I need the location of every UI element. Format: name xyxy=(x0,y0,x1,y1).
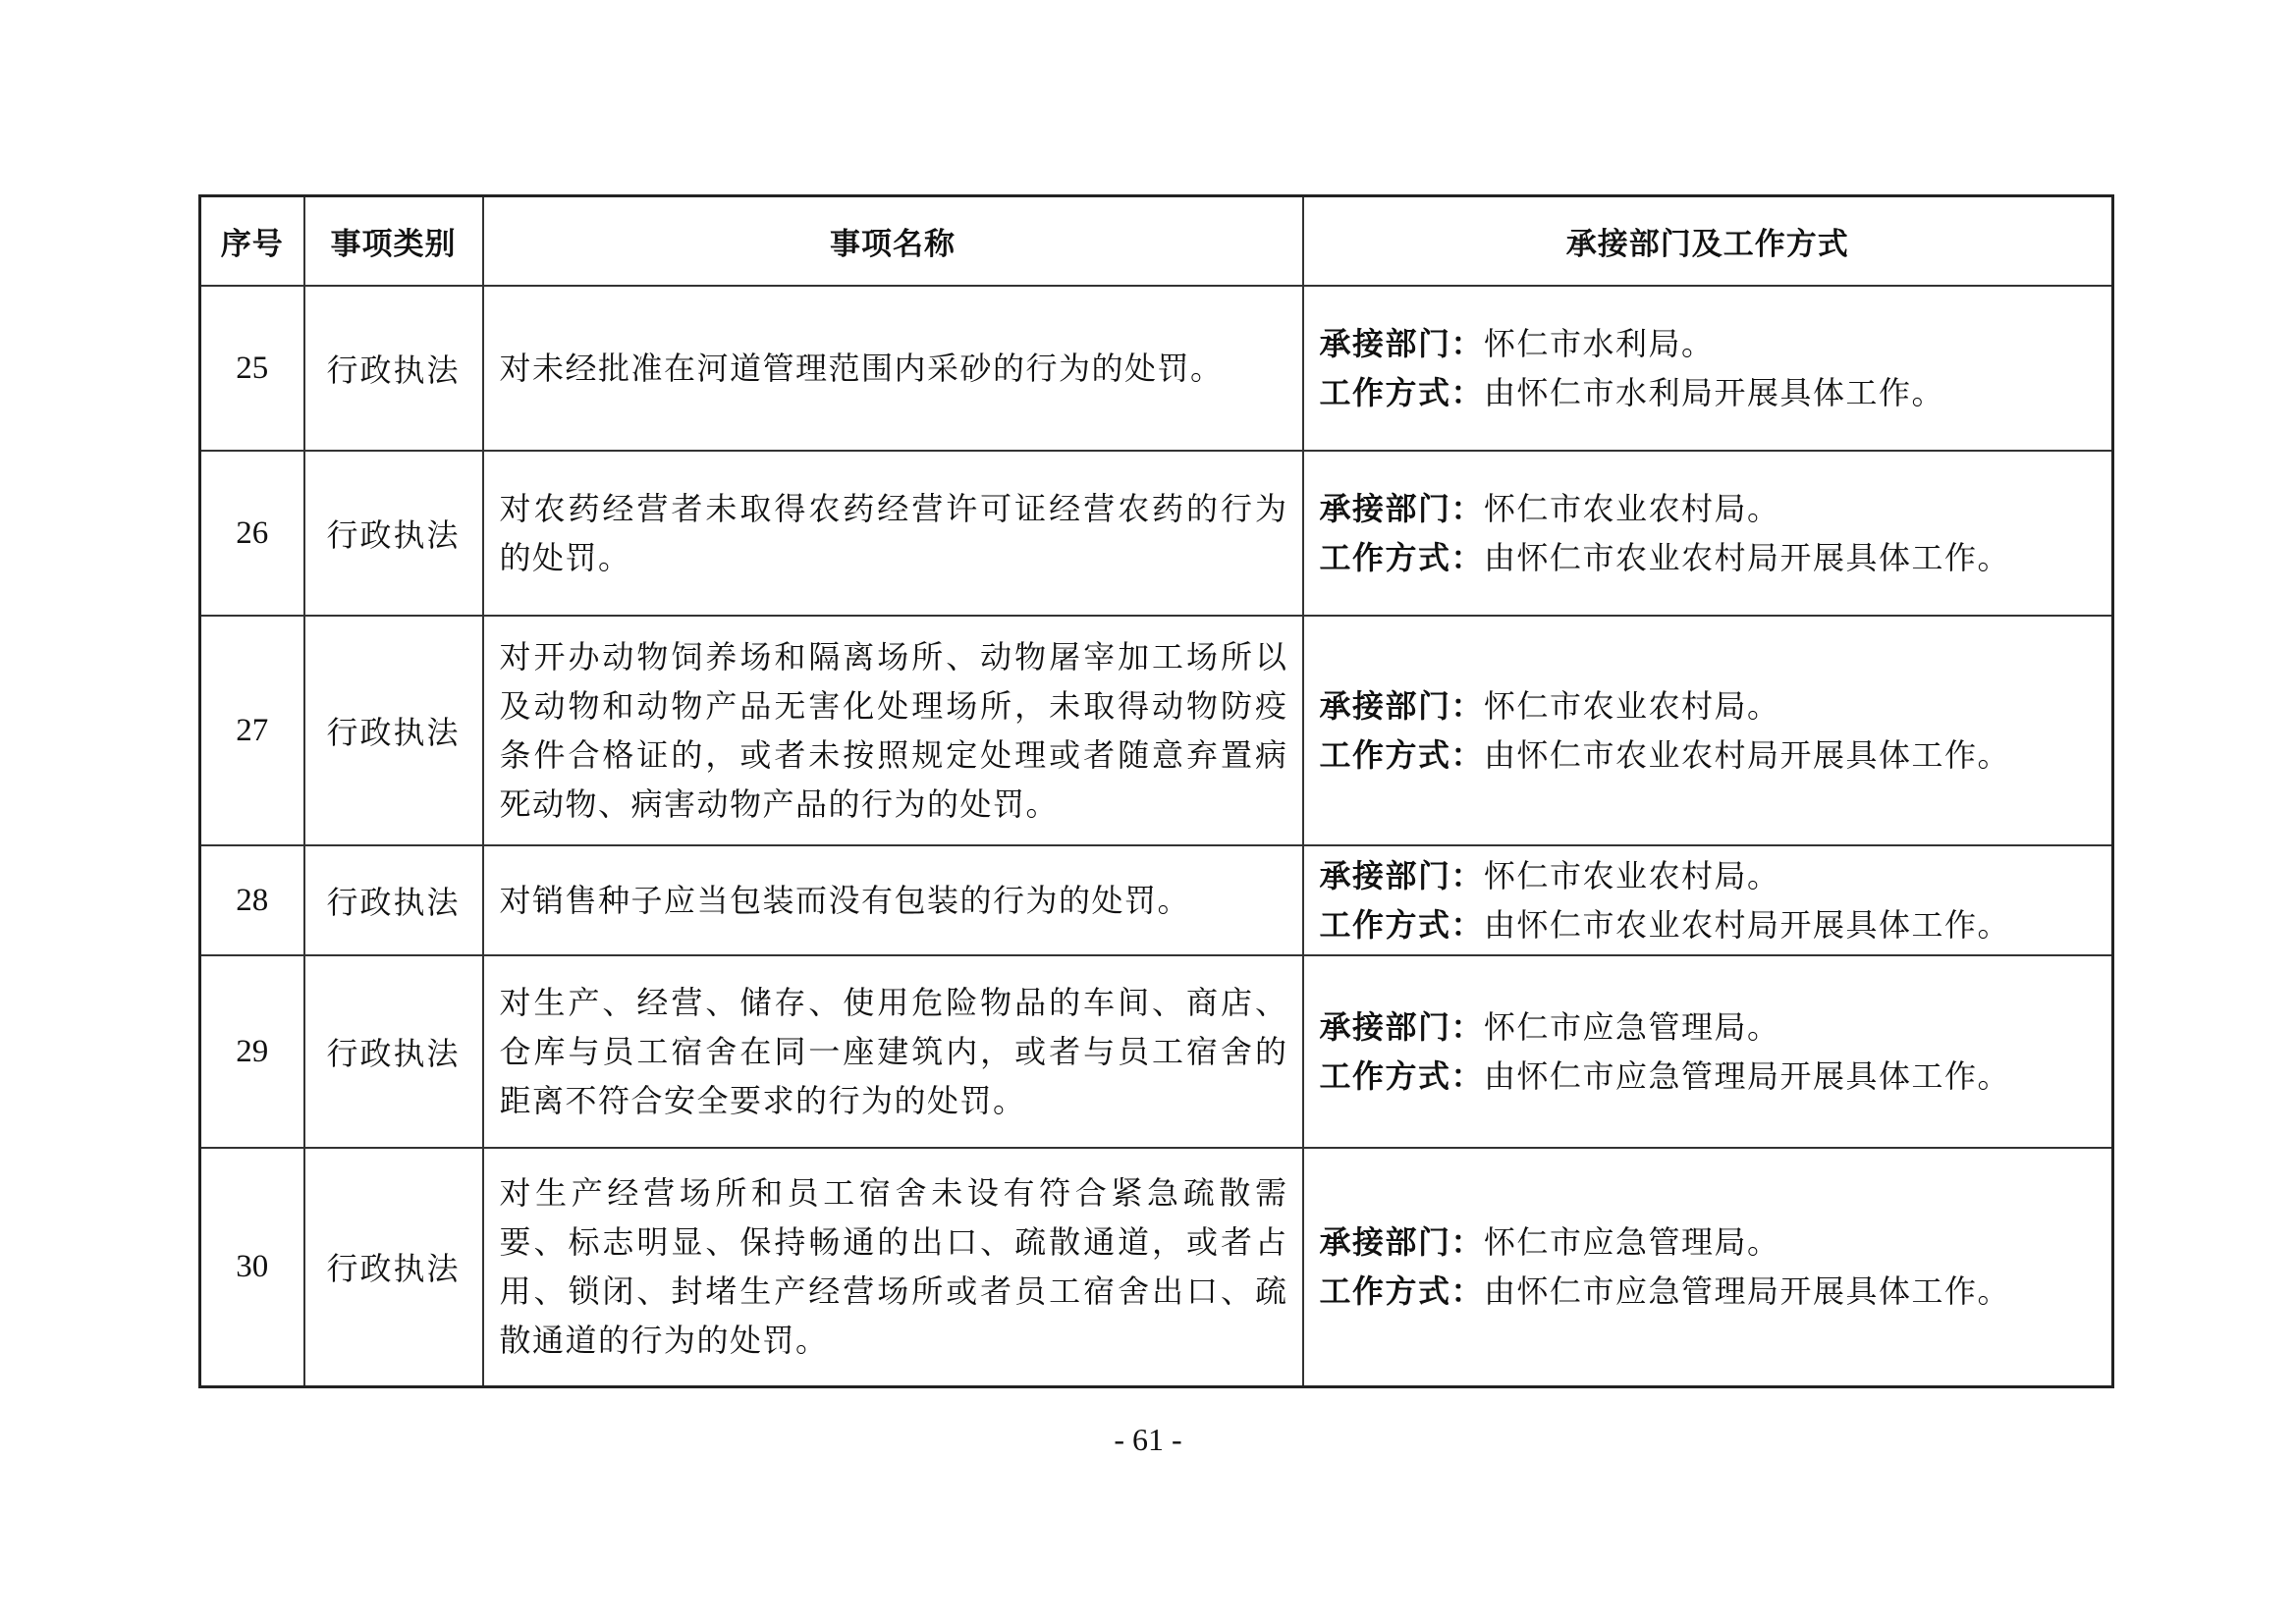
row-dept-cell xyxy=(1303,451,2113,616)
table-row xyxy=(200,1148,2113,1386)
method-line xyxy=(1320,1052,2112,1101)
dept-label: 承接部门： xyxy=(1319,325,1485,362)
row-matter-name: 对销售种子应当包装而没有包装的行为的处罚。 xyxy=(483,845,1303,955)
dept-label: 承接部门： xyxy=(1319,687,1485,725)
method-label: 工作方式： xyxy=(1319,539,1485,576)
method-value: 由怀仁市农业农村局开展具体工作。 xyxy=(1484,539,2011,576)
row-category: 行政执法 xyxy=(304,845,483,955)
dept-label: 承接部门： xyxy=(1319,1223,1485,1262)
method-value: 由怀仁市农业农村局开展具体工作。 xyxy=(1484,736,2011,774)
table-header-row xyxy=(200,196,2113,287)
row-category: 行政执法 xyxy=(304,451,483,616)
dept-line xyxy=(1320,484,2112,533)
method-label: 工作方式： xyxy=(1319,374,1485,411)
page-number: - 61 - xyxy=(1114,1422,1182,1457)
row-matter-name: 对未经批准在河道管理范围内采砂的行为的处罚。 xyxy=(483,286,1303,451)
row-dept-cell xyxy=(1303,1148,2113,1386)
dept-label: 承接部门： xyxy=(1319,490,1485,527)
row-dept-cell xyxy=(1303,955,2113,1148)
table-row xyxy=(200,616,2113,845)
header-dept: 承接部门及工作方式 xyxy=(1303,196,2113,287)
row-number: 29 xyxy=(200,955,304,1148)
table-row xyxy=(200,451,2113,616)
row-number: 26 xyxy=(200,451,304,616)
method-value: 由怀仁市水利局开展具体工作。 xyxy=(1484,374,1945,411)
row-matter-name: 对生产经营场所和员工宿舍未设有符合紧急疏散需要、标志明显、保持畅通的出口、疏散通道，或者占用、锁闭、封堵生产经营场所或者员工宿舍出口、疏散通道的行为的处罚。 xyxy=(483,1148,1303,1386)
dept-value: 怀仁市农业农村局。 xyxy=(1484,857,1780,894)
row-number: 28 xyxy=(200,845,304,955)
dept-line xyxy=(1320,1217,2112,1267)
dept-label: 承接部门： xyxy=(1319,1008,1485,1046)
row-dept-cell xyxy=(1303,286,2113,451)
row-dept-cell xyxy=(1303,616,2113,845)
method-line xyxy=(1320,368,2112,417)
dept-line xyxy=(1320,681,2112,730)
header-no: 序号 xyxy=(200,196,304,287)
dept-line xyxy=(1320,1002,2112,1052)
method-label: 工作方式： xyxy=(1319,906,1485,944)
method-value: 由怀仁市农业农村局开展具体工作。 xyxy=(1484,906,2011,944)
table-row xyxy=(200,286,2113,451)
header-category: 事项类别 xyxy=(304,196,483,287)
row-category: 行政执法 xyxy=(304,286,483,451)
row-category: 行政执法 xyxy=(304,955,483,1148)
method-line xyxy=(1320,730,2112,780)
method-line xyxy=(1320,1267,2112,1316)
row-number: 30 xyxy=(200,1148,304,1386)
table-row xyxy=(200,845,2113,955)
dept-value: 怀仁市农业农村局。 xyxy=(1484,687,1780,725)
dept-value: 怀仁市农业农村局。 xyxy=(1484,490,1780,527)
matters-table xyxy=(198,194,2114,1388)
row-dept-cell xyxy=(1303,845,2113,955)
dept-line xyxy=(1320,851,2112,900)
dept-label: 承接部门： xyxy=(1319,857,1485,894)
header-name: 事项名称 xyxy=(483,196,1303,287)
method-label: 工作方式： xyxy=(1319,1272,1485,1311)
method-label: 工作方式： xyxy=(1319,736,1485,774)
row-category: 行政执法 xyxy=(304,616,483,845)
dept-value: 怀仁市应急管理局。 xyxy=(1484,1008,1780,1046)
table-row xyxy=(200,955,2113,1148)
dept-value: 怀仁市应急管理局。 xyxy=(1484,1223,1780,1262)
row-number: 27 xyxy=(200,616,304,845)
method-value: 由怀仁市应急管理局开展具体工作。 xyxy=(1484,1272,2011,1311)
method-value: 由怀仁市应急管理局开展具体工作。 xyxy=(1484,1057,2011,1095)
dept-line xyxy=(1320,319,2112,368)
row-matter-name: 对生产、经营、储存、使用危险物品的车间、商店、仓库与员工宿舍在同一座建筑内，或者与员工宿舍的距离不符合安全要求的行为的处罚。 xyxy=(483,955,1303,1148)
row-matter-name: 对农药经营者未取得农药经营许可证经营农药的行为的处罚。 xyxy=(483,451,1303,616)
method-label: 工作方式： xyxy=(1319,1057,1485,1095)
method-line xyxy=(1320,533,2112,582)
row-category: 行政执法 xyxy=(304,1148,483,1386)
method-line xyxy=(1320,900,2112,949)
row-number: 25 xyxy=(200,286,304,451)
dept-value: 怀仁市水利局。 xyxy=(1484,325,1715,362)
row-matter-name: 对开办动物饲养场和隔离场所、动物屠宰加工场所以及动物和动物产品无害化处理场所，未取得动物防疫条件合格证的，或者未按照规定处理或者随意弃置病死动物、病害动物产品的行为的处罚。 xyxy=(483,616,1303,845)
